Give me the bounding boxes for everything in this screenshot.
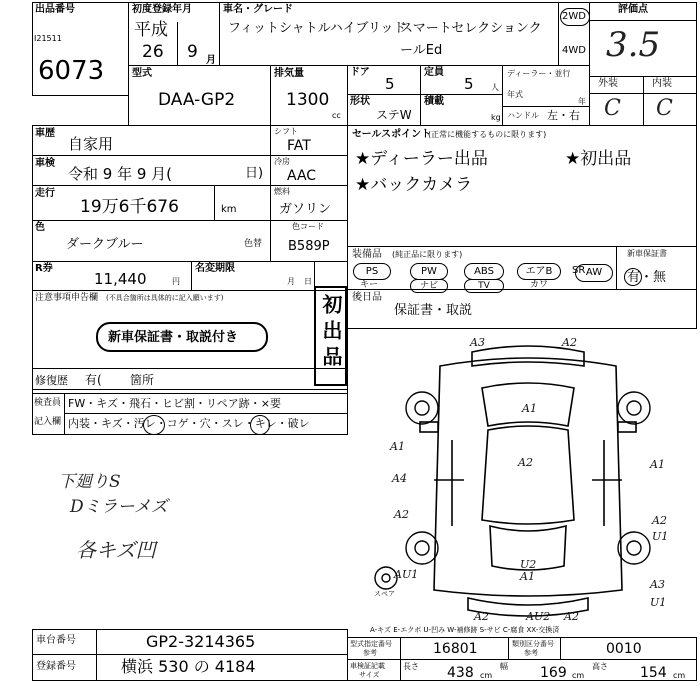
mark-A4-left: A4 [392, 472, 407, 485]
history-value: 自家用 [68, 135, 114, 153]
equipment-label: 装備品 [352, 249, 382, 260]
handle-value: 左・右 [547, 109, 580, 122]
inspection-value: 令和 9 年 9 月( [68, 165, 173, 183]
mark-A1-trunk: A1 [520, 570, 535, 583]
spare-label: スペア [374, 590, 395, 598]
type-label: 型式 [132, 68, 152, 79]
shift-label: シフト [274, 127, 298, 136]
grade-line2: ールEd [400, 43, 443, 58]
mark-U1-rear: U1 [650, 596, 667, 609]
aircon-label: 冷房 [274, 157, 290, 166]
width-unit: cm [572, 671, 585, 680]
class-label: 類別区分番号 [512, 640, 554, 648]
interior-grade: C [656, 96, 673, 121]
color-value: ダークブルー [66, 237, 144, 252]
grade-line1: スマートセレクションク [400, 21, 542, 36]
cert-value: 16801 [433, 641, 478, 657]
mark-A1-hood: A1 [522, 402, 537, 415]
load-unit: kg [491, 113, 501, 122]
doors-value: 5 [385, 75, 395, 93]
drive-2wd: 2WD [562, 11, 586, 22]
equip-pw: PW [410, 263, 448, 280]
lot-label: 出品番号 [35, 4, 75, 15]
shift-value: FAT [287, 138, 311, 154]
equip-tv: TV [464, 279, 504, 293]
doors-label: ドア [350, 67, 370, 78]
repair-box [32, 368, 348, 394]
mark-U1-right: U1 [652, 530, 669, 543]
color-code-label: 色コード [292, 222, 324, 231]
damage-marks [374, 336, 668, 623]
mileage-label: 走行 [35, 188, 55, 199]
handle-label: ハンドル [507, 111, 539, 120]
class-value: 0010 [606, 641, 642, 657]
equip-airbag: エアB [517, 263, 561, 280]
shape-value: ステW [376, 108, 412, 122]
warranty-value: 有・無 [627, 270, 667, 285]
mark-A3-right: A3 [650, 578, 665, 591]
width-label: 幅 [500, 662, 508, 671]
month-unit: 月 [206, 55, 216, 66]
mark-A2-roof: A2 [518, 456, 533, 469]
name-change-label: 名変期限 [195, 263, 235, 274]
mark-A2-rear: A2 [474, 610, 489, 623]
repair-value: 有( [85, 373, 102, 387]
plate-value: 横浜 530 の 4184 [121, 657, 256, 676]
handwritten-note: Dミラーメズ [70, 497, 168, 517]
inspection-day: 日) [245, 166, 264, 181]
lot-number: 6073 [38, 56, 105, 86]
mark-A2-rear2: A2 [564, 610, 579, 623]
sales-point-note: (正常に機能するものに限ります) [428, 130, 547, 139]
mileage-value: 19万6千676 [80, 197, 179, 217]
grade-value: 3.5 [606, 25, 661, 65]
model-year-label: 年式 [507, 90, 523, 99]
notes-label: 注意事項申告欄 [35, 293, 99, 303]
inspector-label1: 検査員 [34, 398, 62, 408]
height-unit: cm [673, 671, 686, 680]
era-value: 平成 [134, 20, 168, 40]
mark-U2-trunk: U2 [520, 558, 537, 571]
lot-small-code: I21511 [34, 34, 62, 43]
mark-A2-front: A2 [562, 336, 577, 349]
recycle-value: 11,440 [94, 270, 147, 288]
aircon-value: AAC [287, 168, 317, 184]
inspection-label: 車検 [35, 158, 55, 169]
capacity-label: 定員 [424, 67, 444, 78]
model-year-unit: 年 [578, 97, 586, 106]
mark-A2-right: A2 [652, 514, 667, 527]
equip-key: キー [360, 280, 379, 290]
model-name-label: 車名・グレード [223, 4, 293, 15]
length-label: 長さ [403, 662, 419, 671]
model-name-value: フィットシャトルハイブリッド [228, 21, 407, 36]
mark-A1-right: A1 [650, 458, 665, 471]
equipment-note: (純正品に限ります) [392, 250, 463, 259]
inspector-label2: 記入欄 [34, 417, 62, 427]
mark-A1-left: A1 [390, 440, 405, 453]
capacity-value: 5 [464, 75, 474, 93]
diagram-legend: A-キズ E-エクボ U-凹み W-補修跡 S-サビ C-腐食 XX-交換済 [370, 626, 560, 634]
length-unit: cm [480, 671, 493, 680]
equip-navi: ナビ [410, 279, 448, 293]
sales-point-item: ★ディーラー出品 [355, 149, 488, 169]
first-reg-label: 初度登録年月 [132, 4, 192, 15]
equip-aw: AW [575, 264, 613, 282]
warranty-circle [624, 268, 642, 286]
height-label: 高さ [592, 662, 608, 671]
wheel-icons [375, 392, 650, 589]
sales-point-item: ★バックカメラ [355, 175, 473, 195]
month-value: 9 [187, 42, 198, 62]
mark-AU1-left: AU1 [394, 568, 419, 581]
load-label: 積載 [424, 96, 444, 107]
first-listing-stamp: 初出品 [314, 286, 347, 386]
type-value: DAA-GP2 [158, 90, 236, 110]
length-value: 438 [447, 665, 474, 681]
warranty-label: 新車保証書 [627, 249, 667, 258]
grade-label: 評価点 [618, 4, 648, 15]
remarks-label: 後日品 [352, 292, 382, 303]
chassis-label: 車台番号 [36, 635, 76, 646]
sales-point-item: ★初出品 [565, 149, 632, 169]
interior-label: 内装 [652, 78, 672, 89]
plate-label: 登録番号 [36, 661, 76, 672]
cert-sub: 参考 [363, 649, 377, 657]
car-damage-diagram [360, 330, 696, 626]
equip-leather: カワ [530, 280, 549, 290]
drive-4wd: 4WD [562, 45, 586, 56]
handwritten-note: 各キズ凹 [76, 538, 156, 562]
warranty-stamp: 新車保証書・取説付き [96, 322, 268, 352]
height-value: 154 [640, 665, 667, 681]
equip-ps: PS [353, 263, 391, 280]
exterior-grade: C [604, 96, 621, 121]
displacement-value: 1300 [286, 90, 330, 110]
repair-place: 箇所 [130, 373, 155, 387]
width-value: 169 [540, 665, 567, 681]
chassis-value: GP2-3214365 [146, 632, 256, 651]
notes-small: (不具合箇所は具体的に記入願います) [106, 294, 224, 302]
recycle-unit: 円 [172, 277, 180, 286]
fuel-value: ガソリン [279, 202, 332, 217]
mark-A2-left: A2 [394, 508, 409, 521]
size-label: 車検証記載 [350, 662, 385, 670]
remarks-value: 保証書・取説 [394, 303, 473, 318]
handwritten-note: 下廻りS [58, 472, 121, 492]
equip-sr: SR [572, 265, 586, 276]
color-label: 色 [35, 222, 45, 233]
color-code-value: B589P [288, 239, 330, 254]
inspector-line1: FW・キズ・飛石・ヒビ割・リペア跡・×要 [68, 397, 281, 410]
mark-AU2-rear: AU2 [526, 610, 551, 623]
inspector-line2: 内装・キズ・汚レ・コゲ・穴・スレ・キレ・破レ [68, 417, 310, 430]
name-change-unit: 月 [287, 277, 295, 286]
cert-label: 型式指定番号 [350, 640, 392, 648]
displacement-label: 排気量 [274, 68, 304, 79]
mileage-unit: km [221, 204, 237, 215]
capacity-unit: 人 [491, 83, 499, 92]
size-sub: サイズ [359, 671, 380, 679]
mark-A3-front: A3 [470, 336, 485, 349]
year-value: 26 [142, 42, 164, 62]
history-label: 車歴 [35, 128, 55, 139]
dealer-label: ディーラー・並行 [507, 69, 571, 78]
displacement-unit: cc [332, 111, 341, 120]
fuel-label: 燃料 [274, 187, 290, 196]
equip-abs: ABS [464, 263, 504, 280]
sales-point-label: セールスポイント [352, 129, 432, 140]
shape-label: 形状 [350, 96, 370, 107]
recycle-label: R券 [35, 263, 53, 274]
exterior-label: 外装 [598, 78, 618, 89]
name-change-day: 日 [304, 277, 312, 286]
class-sub: 参考 [524, 649, 538, 657]
repair-label: 修復歴 [35, 374, 68, 387]
color-change-label: 色替 [244, 239, 263, 249]
